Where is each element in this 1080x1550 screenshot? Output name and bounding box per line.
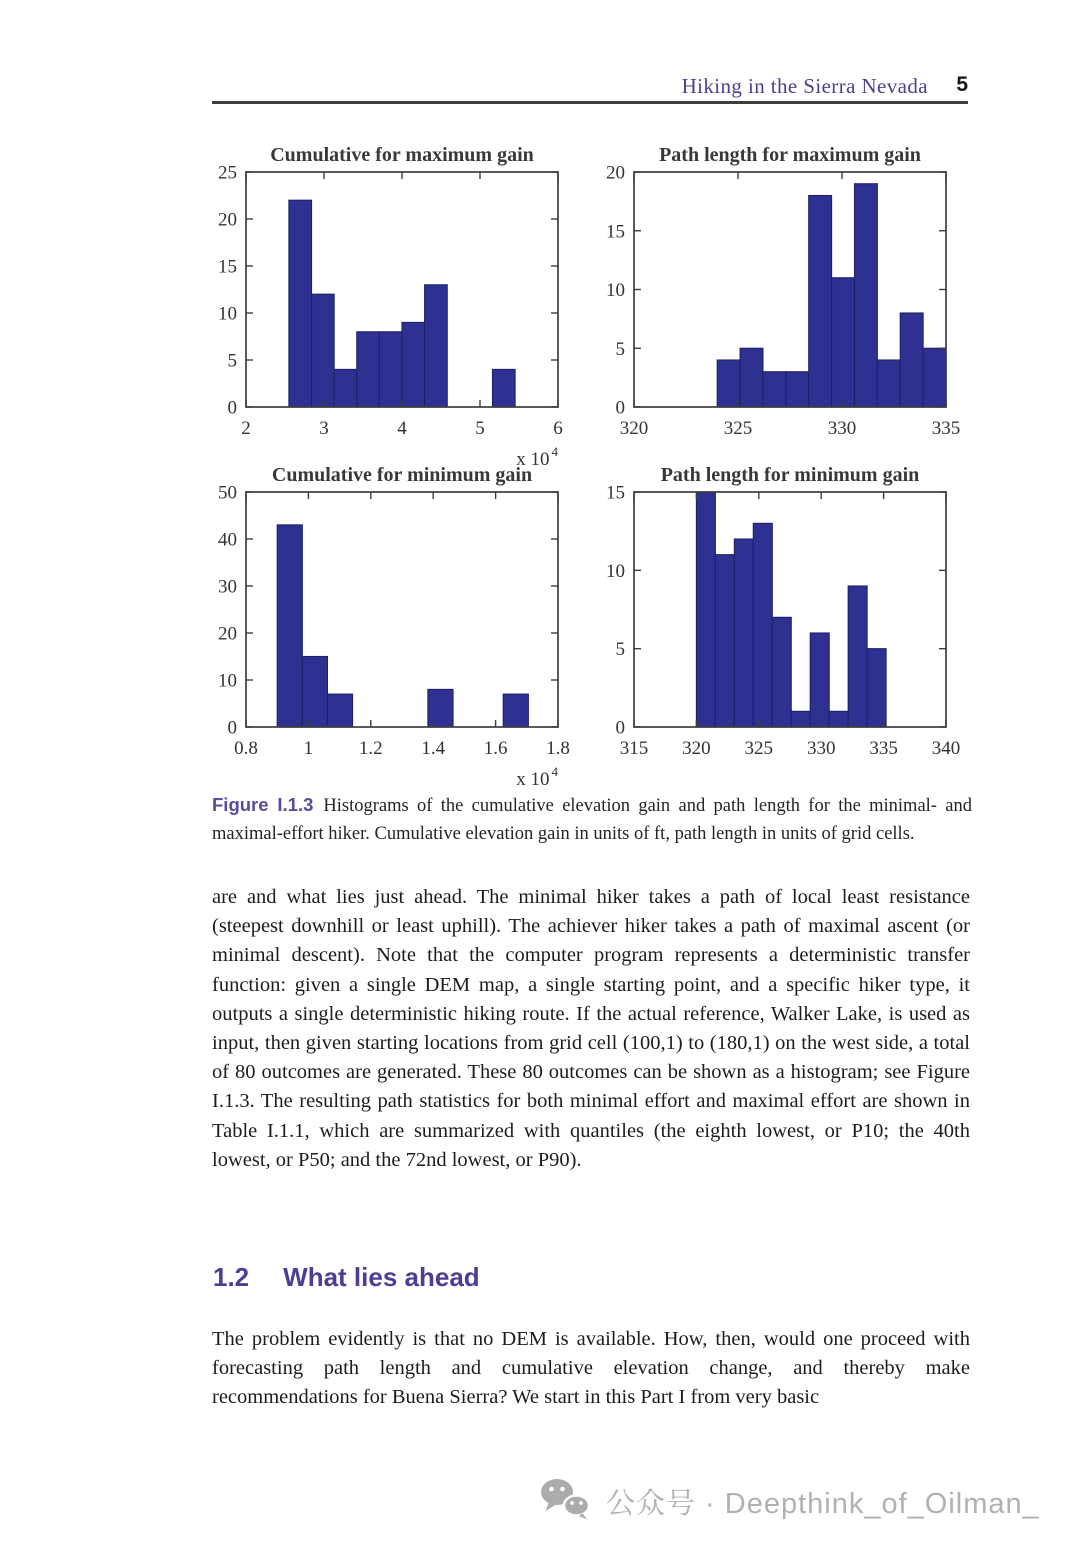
svg-text:330: 330: [806, 738, 836, 759]
svg-text:1.4: 1.4: [421, 738, 446, 759]
svg-text:325: 325: [723, 418, 753, 439]
svg-text:20: 20: [606, 162, 625, 184]
section-number: 1.2: [213, 1262, 250, 1292]
header-rule: [212, 101, 968, 104]
histogram-path-length-maximum-gain: [583, 140, 968, 465]
svg-text:340: 340: [931, 738, 961, 759]
svg-text:0: 0: [615, 717, 625, 739]
body-paragraph-2: The problem evidently is that no DEM is available. How, then, would one proceed with forecasting path length and cumulative elevation change, and thereby make recommendations for Buena Sierra? We start in this Part I from very basic: [212, 1328, 970, 1409]
svg-text:335: 335: [931, 418, 961, 439]
svg-text:40: 40: [218, 529, 237, 551]
svg-text:x 104: x 10 $^4$: [516, 444, 558, 465]
svg-text:1: 1: [303, 738, 314, 759]
figure-caption-text: Histograms of the cumulative elevation gain and path length for the minimal- and maximal-effort hiker. Cumulative elevation gain in units of ft, path length in units of grid cells.: [212, 796, 972, 844]
svg-text:4: 4: [397, 418, 407, 439]
svg-text:5: 5: [227, 350, 237, 372]
svg-text:20: 20: [218, 623, 237, 645]
svg-text:Path length for maximum gain: Path length for maximum gain: [659, 144, 921, 166]
svg-text:2: 2: [241, 418, 251, 439]
histogram-cumulative-minimum-gain: [195, 460, 580, 785]
svg-text:325: 325: [744, 738, 774, 759]
svg-text:1.8: 1.8: [546, 738, 570, 759]
svg-text:5: 5: [615, 639, 625, 661]
wechat-icon: [540, 1477, 592, 1526]
svg-text:10: 10: [606, 560, 625, 582]
svg-text:0: 0: [227, 397, 237, 419]
figure-caption-label: Figure I.1.3: [212, 794, 314, 815]
svg-text:x 104: x 10 $^4$: [516, 764, 558, 785]
svg-text:335: 335: [869, 738, 898, 759]
histogram-path-length-minimum-gain: [583, 460, 968, 785]
running-header-title: Hiking in the Sierra Nevada: [681, 74, 928, 98]
watermark: [540, 1477, 1052, 1526]
svg-text:15: 15: [606, 221, 625, 243]
svg-text:10: 10: [606, 280, 625, 301]
svg-text:Cumulative for maximum gain: Cumulative for maximum gain: [270, 144, 534, 166]
histogram-svg: [195, 460, 580, 785]
svg-text:25: 25: [218, 162, 237, 184]
watermark-text: 公众号 · Deepthink_of_Oilman_: [606, 1488, 1040, 1520]
body-paragraph-1: are and what lies just ahead. The minimal hiker takes a path of local least resistance (steepest downhill or least uphill). The achiever hiker takes a path of maximal ascent (or minimal descent). Note that the computer program represents a deterministic transfer function: given a single DEM map, a single starting point, and a specific hiker type, it outputs a single deterministic hiking route. If the actual reference, Walker Lake, is used as input, then given starting locations from grid cell (100,1) to (180,1) on the west side, a total of 80 outcomes are generated. These 80 outcomes can be shown as a histogram; see Figure I.1.3. The resulting path statistics for both minimal effort and maximal effort are shown in Table I.1.1, which are summarized with quantiles (the eighth lowest, or P10; the 40th lowest, or P50; and the 72nd lowest, or P90).: [212, 886, 970, 1171]
svg-text:0.8: 0.8: [234, 738, 258, 759]
svg-text:15: 15: [606, 482, 625, 504]
svg-text:20: 20: [218, 209, 237, 231]
figure-caption: [212, 791, 972, 848]
svg-text:1.6: 1.6: [483, 738, 508, 759]
svg-text:1.2: 1.2: [358, 738, 383, 759]
histogram-cumulative-maximum-gain: [195, 140, 580, 465]
svg-text:0: 0: [227, 717, 237, 739]
svg-text:10: 10: [218, 670, 237, 692]
svg-text:Path length for minimum gain: Path length for minimum gain: [660, 464, 920, 486]
svg-text:0: 0: [615, 397, 625, 419]
page-number: 5: [956, 73, 968, 96]
svg-text:Cumulative for minimum gain: Cumulative for minimum gain: [271, 464, 533, 486]
svg-text:315: 315: [619, 738, 649, 759]
histogram-svg: [583, 140, 968, 465]
svg-text:330: 330: [827, 418, 857, 439]
svg-text:5: 5: [615, 338, 625, 360]
svg-text:6: 6: [553, 418, 563, 439]
svg-text:15: 15: [218, 256, 237, 278]
svg-text:320: 320: [619, 418, 649, 439]
svg-text:320: 320: [682, 738, 711, 759]
svg-text:50: 50: [218, 482, 237, 504]
section-title: What lies ahead: [283, 1262, 480, 1292]
svg-text:5: 5: [475, 418, 485, 439]
svg-text:30: 30: [218, 576, 237, 598]
svg-text:3: 3: [319, 418, 329, 439]
section-heading: [213, 1262, 480, 1293]
histogram-svg: [195, 140, 580, 465]
svg-text:10: 10: [218, 303, 237, 325]
histogram-svg: [583, 460, 968, 785]
